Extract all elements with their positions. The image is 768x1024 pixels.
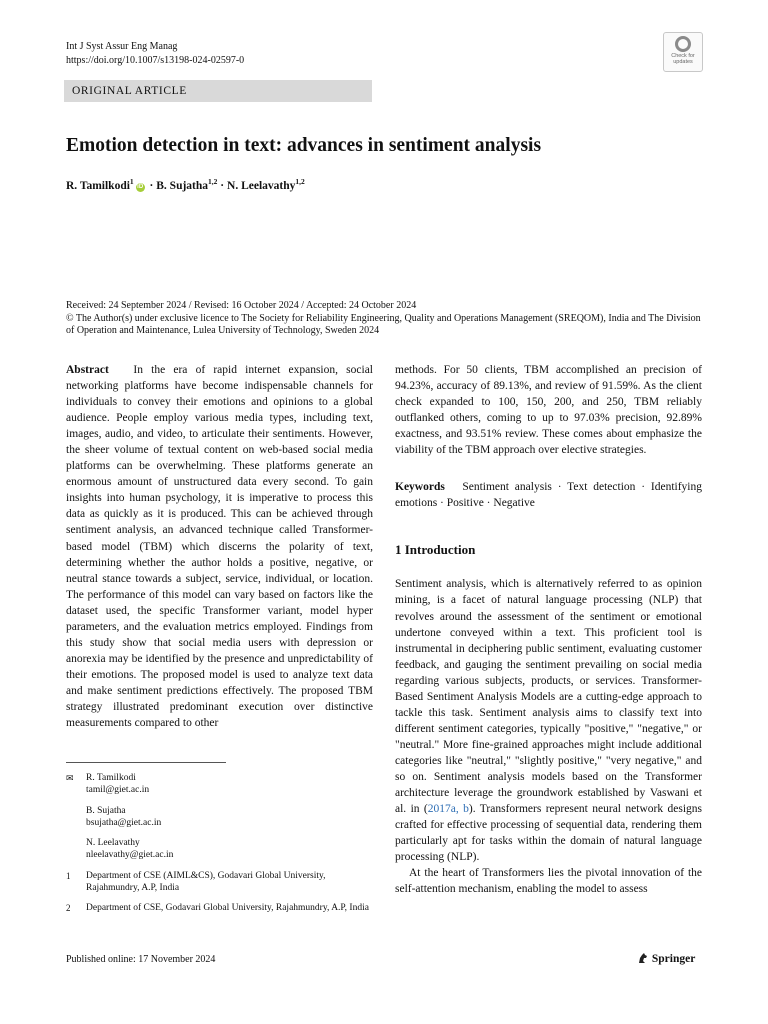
author-separator: · xyxy=(146,179,157,192)
author-name[interactable]: R. Tamilkodi xyxy=(66,179,130,192)
article-type-banner: ORIGINAL ARTICLE xyxy=(64,80,372,102)
orcid-icon[interactable]: iD xyxy=(137,183,144,190)
keywords-text: Sentiment analysis · Text detection · Identifying emotions · Positive · Negative xyxy=(395,481,702,510)
author-affiliation: 1,2 xyxy=(295,177,305,186)
author-affiliation: 1,2 xyxy=(208,177,218,186)
affiliation-number: 1 xyxy=(66,870,71,881)
doi-link[interactable]: https://doi.org/10.1007/s13198-024-02597-0 xyxy=(66,55,245,66)
section-heading-introduction: 1 Introduction xyxy=(395,542,476,558)
received-dates: Received: 24 September 2024 / Revised: 16 October 2024 / Accepted: 24 October 2024 xyxy=(66,300,417,311)
abstract xyxy=(66,362,373,731)
copyright-line: © The Author(s) under exclusive licence to The Society for Reliability Engineering, Quality and Operations Management (SREQOM), India and The Division of Operation and Maintenance, Lulea University of Technology, Sweden 2024 xyxy=(66,312,701,336)
author-list xyxy=(66,177,305,192)
author-name[interactable]: B. Sujatha xyxy=(156,179,209,192)
check-for-updates-badge[interactable]: Check for updates xyxy=(663,32,703,72)
affiliation-text: Department of CSE (AIML&CS), Godavari Global University, Rajahmundry, A.P, India xyxy=(86,870,326,894)
correspondence-entry: N. Leelavathy nleelavathy@giet.ac.in xyxy=(86,838,174,861)
email-link[interactable]: nleelavathy@giet.ac.in xyxy=(86,850,174,861)
correspondence-entry: ✉ R. Tamilkodi tamil@giet.ac.in xyxy=(66,773,150,796)
check-updates-icon xyxy=(675,36,691,52)
intro-paragraph-2: At the heart of Transformers lies the pivotal innovation of the self-attention mechanism, enabling the model to assess xyxy=(395,867,702,896)
footnote-divider xyxy=(66,762,226,763)
paper-title: Emotion detection in text: advances in sentiment analysis xyxy=(66,135,542,156)
abstract-label: Abstract xyxy=(66,364,109,376)
affiliation-number: 2 xyxy=(66,903,71,914)
envelope-icon: ✉ xyxy=(66,773,74,783)
affiliation-entry xyxy=(66,870,373,895)
publisher-name: Springer xyxy=(651,953,696,965)
journal-name: Int J Syst Assur Eng Manag xyxy=(66,41,178,52)
author-affiliation: 1 xyxy=(129,177,134,186)
footnotes xyxy=(66,772,373,923)
abstract-continued: methods. For 50 clients, TBM accomplished an precision of 94.23%, accuracy of 89.13%, and review of 91.59%. As the client check expanded to 100, 150, 200, and 250, TBM reliably outflanked others, coming to up to 97.03% precision, 92.89% exactness, and 93.51% review. These comes about emphasize the viability of the TBM approach over elective strategies. xyxy=(395,364,702,457)
published-online-date: Published online: 17 November 2024 xyxy=(66,954,216,965)
intro-paragraph-1: Sentiment analysis, which is alternatively referred to as opinion mining, is a facet of natural language processing (NLP) that revolves around the assessment of the sentiment or emotional undertone conveyed within a text. This proficient tool is instrumental in deciphering public sentiment, evaluating customer feedback, and gauging the sentiment prevailing on social media regarding various subjects, products, or services. Transformer-Based Sentiment Analysis Models are a cutting-edge approach to tackle this task. Sentiment analysis aims to classify text into different sentiment categories, typically "positive," "negative," or "neutral." More fine-grained approaches might include additional categories like "neutral," "slightly positive," "very negative," and so on. Sentiment analysis models based on the Transformer architecture leverage the groundwork established by Vaswani et al. in (2017a, b). Transformers represent neural network designs crafted for effective processing of sequential data, rendering them particularly apt for tasks within the domain of natural language processing (NLP). xyxy=(395,578,702,864)
email-link[interactable]: tamil@giet.ac.in xyxy=(86,785,150,796)
left-column xyxy=(66,362,373,731)
publication-dates xyxy=(66,300,706,338)
keywords xyxy=(395,479,702,511)
affiliation-text: Department of CSE, Godavari Global University, Rajahmundry, A.P, India xyxy=(86,903,369,914)
publisher-logo xyxy=(637,952,695,965)
affiliation-entry xyxy=(66,902,373,914)
email-link[interactable]: bsujatha@giet.ac.in xyxy=(86,817,162,828)
author-separator: · xyxy=(217,179,228,192)
citation-link[interactable]: 2017a, b xyxy=(427,803,469,816)
abstract-text: In the era of rapid internet expansion, social networking platforms have become indispensable channels for individuals to convey their emotions and opinions to a global audience. People employ various media types, including text, images, audio, and video, to articulate their sentiments. However, the sheer volume of textual content on web-based social media platforms can be overwhelming. These platforms generate an enormous amount of unstructured data every second. To gain insights into human psychology, it is imperative to process this data as quickly as it is produced. This can be achieved through sentiment analysis, an advanced technique called Transformer-based model (TBM) which discerns the polarity of text, determining whether the author holds a positive, negative, or neutral stance towards a subject, service, individual, or location. The performance of this model can vary based on factors like the dataset used, the specific Transformer variant, model hyper parameters, and the evaluation metrics employed. Findings from this study show that social media users with depression or anorexia may be identified by the presence and unpredictability of their emotions. The proposed model is used to analyze text data and make sentiment predictions effectively. The proposed TBM strategy illustrated predominant execution over distinctive measurements compared to other xyxy=(66,364,373,730)
right-column xyxy=(395,362,702,897)
keywords-label: Keywords xyxy=(395,481,445,494)
springer-horse-icon xyxy=(637,952,649,964)
correspondence-entry: B. Sujatha bsujatha@giet.ac.in xyxy=(86,805,162,828)
journal-header xyxy=(66,40,244,68)
author-name[interactable]: N. Leelavathy xyxy=(227,179,296,192)
